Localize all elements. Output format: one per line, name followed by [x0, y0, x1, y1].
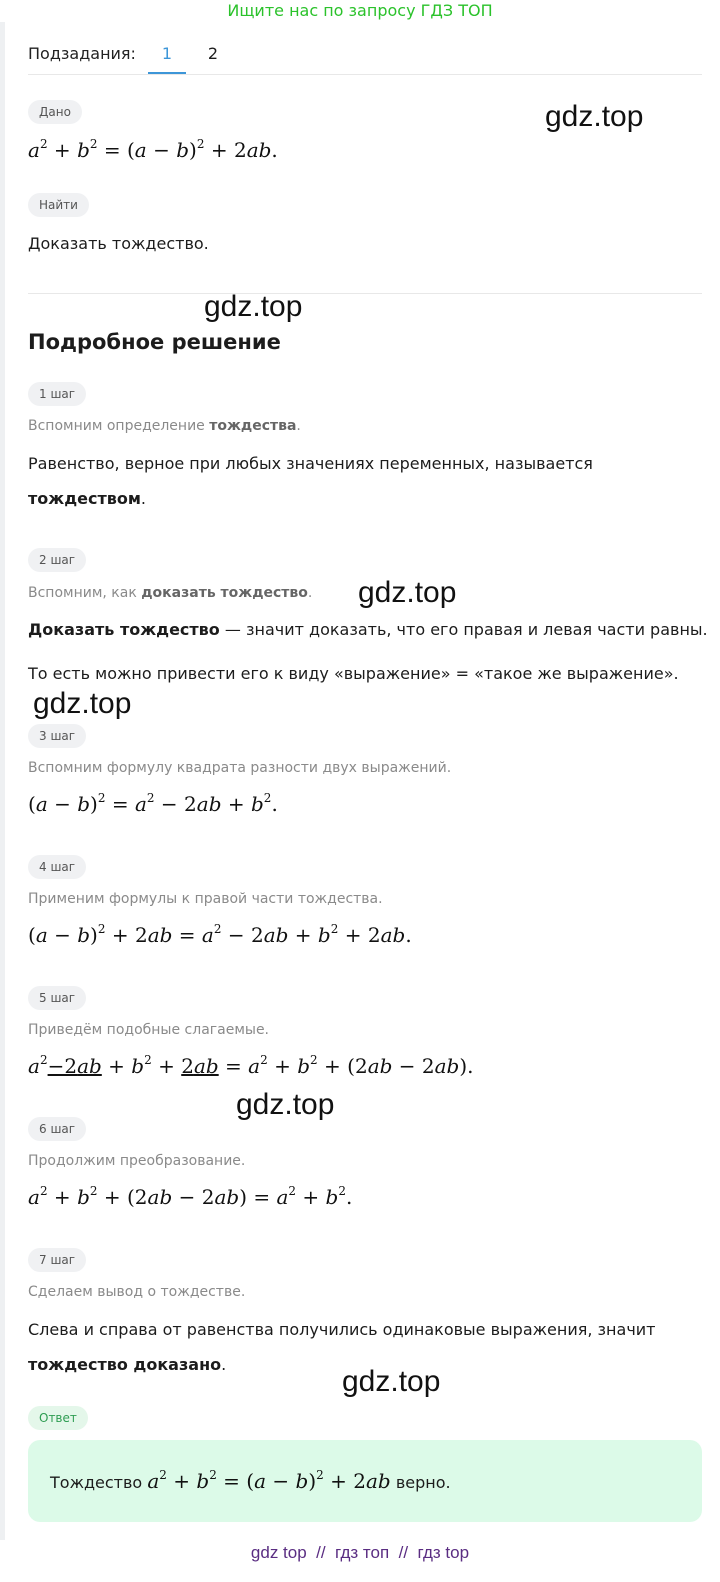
- step-1-text-2: тождеством.: [28, 489, 147, 508]
- step-1-text: Равенство, верное при любых значениях переменных, называется: [28, 454, 593, 473]
- watermark: gdz.top: [545, 100, 644, 133]
- subtasks-label: Подзадания:: [28, 44, 136, 63]
- step-2-pill: 2 шаг: [28, 548, 86, 572]
- footer-link-gdz-top-ru[interactable]: гдз топ: [335, 1543, 390, 1562]
- step-4-hint: Применим формулы к правой части тождества.: [28, 891, 383, 907]
- section-divider: [28, 293, 702, 294]
- step-5-hint: Приведём подобные слагаемые.: [28, 1022, 270, 1038]
- answer-pill: Ответ: [28, 1406, 88, 1430]
- given-pill: Дано: [28, 100, 82, 124]
- step-6-hint: Продолжим преобразование.: [28, 1153, 246, 1169]
- left-border: [0, 22, 5, 1540]
- footer-separator: //: [398, 1543, 409, 1562]
- step-6-pill: 6 шаг: [28, 1117, 86, 1141]
- step-4-equation: $(a - b)^2 + 2ab = a^2 - 2ab + b^2 + 2ab$.: [28, 922, 412, 947]
- given-equation: $a^2 + b^2 = (a - b)^2 + 2ab$.: [28, 137, 278, 162]
- find-text: Доказать тождество.: [28, 234, 209, 253]
- tabs-divider: [28, 74, 702, 75]
- footer-links: [0, 1543, 720, 1563]
- answer-text: Тождество $a^2 + b^2 = (a - b)^2 + 2ab$ верно.: [50, 1468, 451, 1493]
- step-3-pill: 3 шаг: [28, 724, 86, 748]
- step-3-equation: $(a - b)^2 = a^2 - 2ab + b^2$.: [28, 791, 278, 816]
- answer-equation: $a^2 + b^2 = (a - b)^2 + 2ab$: [147, 1468, 391, 1493]
- footer-link-gdz-top[interactable]: gdz top: [250, 1543, 307, 1562]
- find-pill: Найти: [28, 193, 89, 217]
- step-4-pill: 4 шаг: [28, 855, 86, 879]
- footer-separator: //: [316, 1543, 326, 1562]
- step-1-hint: Вспомним определение тождества.: [28, 418, 301, 434]
- watermark: gdz.top: [204, 290, 303, 323]
- tab-subtask-1[interactable]: 1: [161, 44, 173, 63]
- watermark: gdz.top: [33, 687, 132, 720]
- step-7-text: Слева и справа от равенства получились одинаковые выражения, значит: [28, 1320, 656, 1339]
- top-banner: Ищите нас по запросу ГДЗ ТОП: [227, 1, 493, 20]
- step-1-pill: 1 шаг: [28, 382, 86, 406]
- watermark: gdz.top: [358, 576, 457, 609]
- step-3-hint: Вспомним формулу квадрата разности двух выражений.: [28, 760, 452, 776]
- step-2-text-2: То есть можно привести его к виду «выражение» = «такое же выражение».: [28, 664, 679, 683]
- step-5-pill: 5 шаг: [28, 986, 86, 1010]
- step-5-equation: $a^2-2ab + b^2 + 2ab = a^2 + b^2 + (2ab - 2ab)$.: [28, 1053, 474, 1078]
- step-2-text: Доказать тождество — значит доказать, что его правая и левая части равны.: [28, 620, 708, 639]
- watermark: gdz.top: [236, 1088, 335, 1121]
- step-7-text-2: тождество доказано.: [28, 1355, 227, 1374]
- step-6-equation: $a^2 + b^2 + (2ab - 2ab) = a^2 + b^2$.: [28, 1184, 353, 1209]
- watermark: gdz.top: [342, 1365, 441, 1398]
- step-7-pill: 7 шаг: [28, 1248, 86, 1272]
- tab-subtask-2[interactable]: 2: [207, 44, 219, 63]
- footer-link-gdz-top-mixed[interactable]: гдз top: [417, 1543, 470, 1562]
- step-7-hint: Сделаем вывод о тождестве.: [28, 1284, 246, 1300]
- solution-title: Подробное решение: [28, 330, 281, 354]
- step-2-hint: Вспомним, как доказать тождество.: [28, 585, 313, 601]
